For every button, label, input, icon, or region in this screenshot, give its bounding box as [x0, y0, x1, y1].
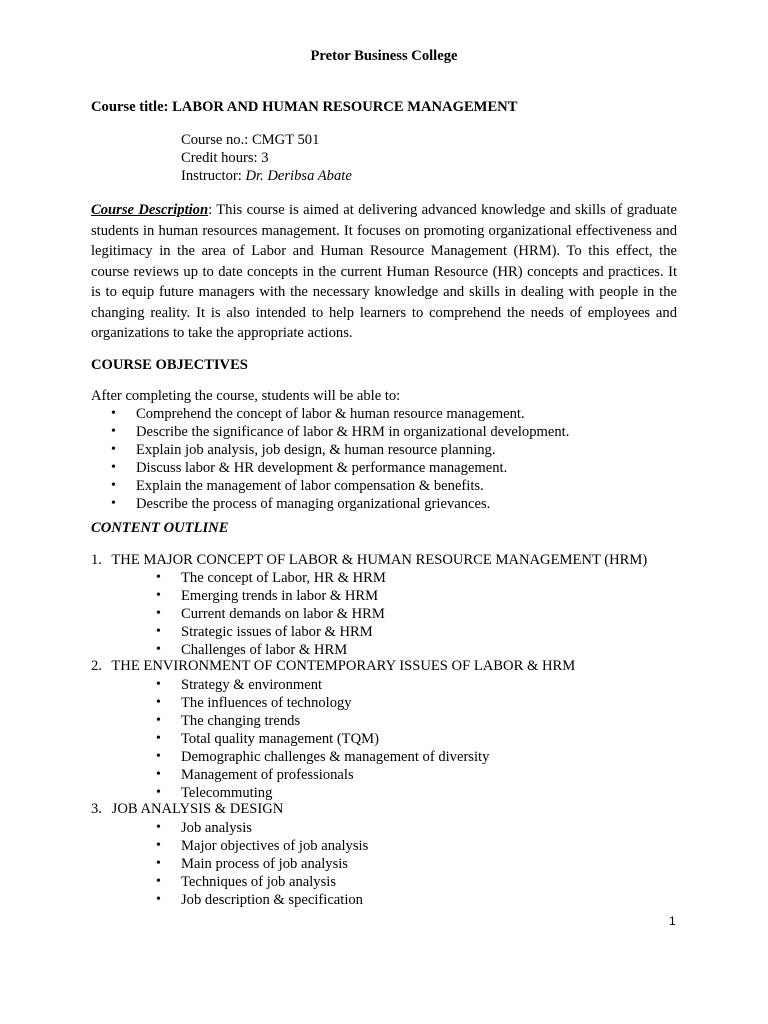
instructor-line [181, 167, 352, 185]
bullet-icon: • [156, 606, 161, 621]
bullet-icon: • [111, 406, 116, 421]
topic-text: The changing trends [181, 713, 301, 729]
topic-text: Main process of job analysis [181, 856, 348, 872]
topic-text: Management of professionals [181, 767, 354, 783]
objectives-heading: COURSE OBJECTIVES [91, 357, 248, 373]
bullet-icon: • [156, 749, 161, 764]
bullet-icon: • [111, 460, 116, 475]
objective-text: Describe the process of managing organizational grievances. [136, 496, 491, 512]
bullet-icon: • [156, 695, 161, 710]
topic-text: The influences of technology [181, 695, 352, 711]
list-item [136, 569, 386, 587]
section-topics-list [136, 819, 368, 909]
bullet-icon: • [156, 820, 161, 835]
course-title: LABOR AND HUMAN RESOURCE MANAGEMENT [172, 99, 518, 115]
list-item [91, 459, 569, 477]
bullet-icon: • [156, 767, 161, 782]
bullet-icon: • [156, 713, 161, 728]
instructor-label: Instructor: [181, 168, 242, 184]
credit-hours-line [181, 149, 269, 167]
topic-text: Telecommuting [181, 785, 273, 801]
bullet-icon: • [156, 731, 161, 746]
topic-text: Emerging trends in labor & HRM [181, 588, 379, 604]
list-item [136, 730, 489, 748]
list-item [136, 748, 489, 766]
bullet-icon: • [156, 570, 161, 585]
topic-text: Job analysis [181, 820, 252, 836]
objective-text: Describe the significance of labor & HRM in organizational development. [136, 424, 570, 440]
section-number: 2. [91, 658, 102, 674]
instructor-name: Dr. Deribsa Abate [245, 168, 352, 184]
course-number-line [181, 131, 319, 149]
topic-text: Major objectives of job analysis [181, 838, 369, 854]
course-number-label: Course no.: [181, 132, 249, 148]
list-item [136, 819, 368, 837]
bullet-icon: • [156, 785, 161, 800]
list-item [136, 623, 386, 641]
list-item [136, 712, 489, 730]
objective-text: Discuss labor & HR development & performance management. [136, 460, 508, 476]
topic-text: Strategic issues of labor & HRM [181, 624, 373, 640]
section-title [91, 800, 283, 818]
course-title-line [91, 98, 517, 116]
bullet-icon: • [111, 478, 116, 493]
topic-text: Current demands on labor & HRM [181, 606, 385, 622]
list-item [136, 605, 386, 623]
bullet-icon: • [156, 892, 161, 907]
list-item [91, 495, 569, 513]
topic-text: Job description & specification [181, 892, 363, 908]
objective-text: Explain job analysis, job design, & human resource planning. [136, 442, 496, 458]
section-number: 1. [91, 552, 102, 568]
topic-text: Challenges of labor & HRM [181, 642, 348, 658]
list-item [91, 441, 569, 459]
list-item [91, 423, 569, 441]
list-item [136, 676, 489, 694]
section-topics-list [136, 569, 386, 659]
course-title-label: Course title: [91, 99, 169, 115]
section-title [91, 551, 647, 569]
course-description [91, 200, 677, 344]
bullet-icon: • [156, 856, 161, 871]
section-topics-list [136, 676, 489, 802]
list-item [136, 694, 489, 712]
content-outline-heading: CONTENT OUTLINE [91, 520, 229, 536]
objectives-intro: After completing the course, students will be able to: [91, 388, 401, 404]
bullet-icon: • [156, 874, 161, 889]
list-item [136, 855, 368, 873]
credit-hours: 3 [261, 150, 269, 166]
course-description-text: : This course is aimed at delivering advanced knowledge and skills of graduate students in human resources management. It focuses on promoting organizational effectiveness and legitimacy in the area of Labor and Human Resource Management (HRM). To this effect, the course reviews up to date concepts in the current Human Resource (HR) concepts and practices. It is to equip future managers with the necessary knowledge and skills in dealing with people in the changing reality. It is also intended to help learners to comprehend the needs of employees and organizations to take the appropriate actions. [91, 202, 678, 341]
section-title-text: THE ENVIRONMENT OF CONTEMPORARY ISSUES OF LABOR & HRM [111, 658, 576, 674]
bullet-icon: • [111, 496, 116, 511]
topic-text: Demographic challenges & management of diversity [181, 749, 490, 765]
list-item [91, 405, 569, 423]
bullet-icon: • [156, 838, 161, 853]
topic-text: Strategy & environment [181, 677, 323, 693]
credit-hours-label: Credit hours: [181, 150, 258, 166]
list-item [136, 766, 489, 784]
objectives-list [91, 405, 569, 513]
list-item [136, 837, 368, 855]
bullet-icon: • [156, 677, 161, 692]
topic-text: Techniques of job analysis [181, 874, 337, 890]
bullet-icon: • [111, 424, 116, 439]
list-item [91, 477, 569, 495]
objective-text: Comprehend the concept of labor & human resource management. [136, 406, 525, 422]
section-title-text: THE MAJOR CONCEPT OF LABOR & HUMAN RESOURCE MANAGEMENT (HRM) [111, 552, 648, 568]
bullet-icon: • [156, 642, 161, 657]
section-title [91, 657, 575, 675]
objective-text: Explain the management of labor compensation & benefits. [136, 478, 484, 494]
bullet-icon: • [111, 442, 116, 457]
course-description-label: Course Description [91, 202, 209, 218]
section-title-text: JOB ANALYSIS & DESIGN [111, 801, 284, 817]
course-number: CMGT 501 [251, 132, 320, 148]
bullet-icon: • [156, 588, 161, 603]
list-item [136, 891, 368, 909]
topic-text: The concept of Labor, HR & HRM [181, 570, 386, 586]
college-name: Pretor Business College [310, 48, 458, 64]
list-item [136, 873, 368, 891]
bullet-icon: • [156, 624, 161, 639]
topic-text: Total quality management (TQM) [181, 731, 379, 747]
section-number: 3. [91, 801, 102, 817]
list-item [136, 587, 386, 605]
page-number: 1 [669, 914, 676, 928]
